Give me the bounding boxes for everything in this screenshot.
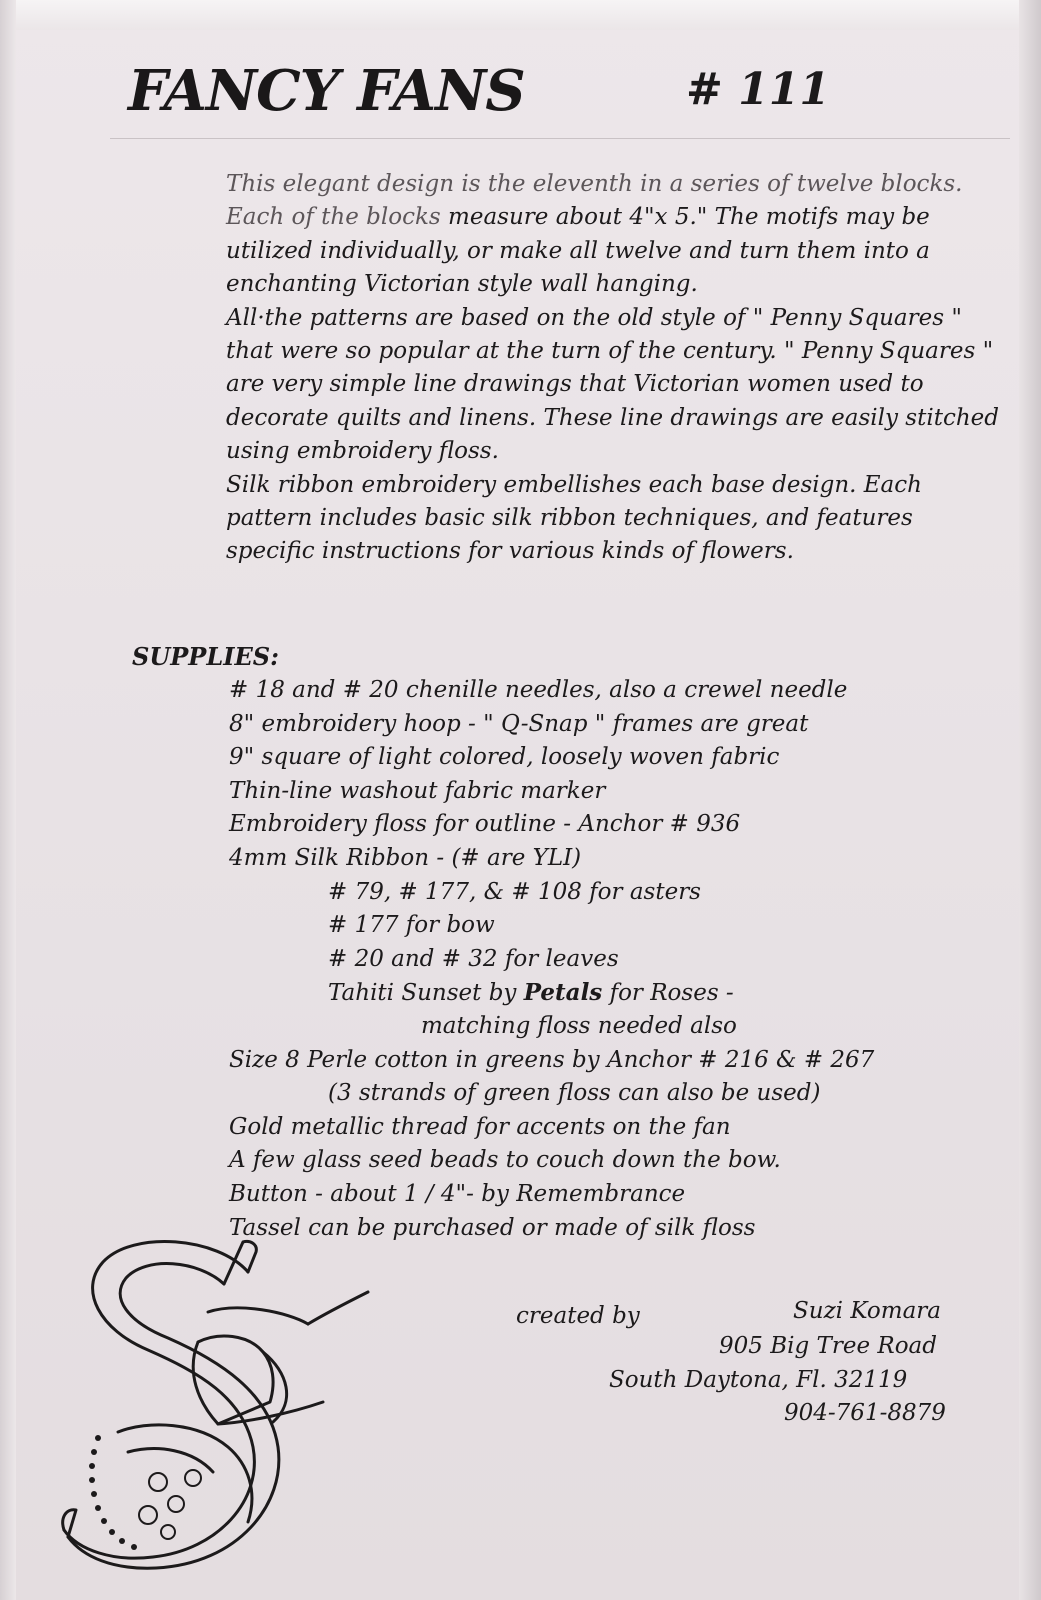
supplies-heading: SUPPLIES:	[132, 642, 279, 671]
supply-item: # 18 and # 20 chenille needles, also a crewel needle	[229, 677, 848, 703]
roses-text-end: for Roses -	[602, 980, 734, 1007]
pattern-title: FANCY FANS	[128, 58, 525, 124]
ribbon-item: # 20 and # 32 for leaves	[328, 945, 619, 972]
supply-item: 4mm Silk Ribbon - (# are YLI)	[229, 844, 582, 871]
perle-note: (3 strands of green floss can also be used)	[328, 1080, 821, 1107]
designer-city: South Daytona, Fl. 32119	[609, 1367, 908, 1393]
intro-paragraph-3: Silk ribbon embroidery embellishes each base design. Each pattern includes basic silk ribbon techniques, and features specific instructions for various kinds of flowers.	[226, 471, 922, 565]
ribbon-item: # 79, # 177, & # 108 for asters	[328, 878, 701, 905]
designer-phone: 904-761-8879	[784, 1400, 946, 1426]
supplies-list	[0, 674, 1041, 1245]
supply-item: Button - about 1 / 4"- by Remembrance	[229, 1180, 686, 1207]
intro-text	[130, 168, 1000, 569]
intro-paragraph-1	[130, 168, 1000, 302]
roses-note: matching floss needed also	[421, 1012, 737, 1039]
supply-item: Embroidery floss for outline - Anchor # 936	[229, 811, 741, 838]
pattern-number: # 111	[686, 64, 831, 115]
petals-brand: Petals	[523, 979, 603, 1007]
intro-text-rest: measure about 4"x 5." The motifs may be utilized individually, or make all twelve and turn them into a enchanting Victorian style wall hanging.	[226, 204, 930, 298]
supply-item: Thin-line washout fabric marker	[229, 777, 606, 804]
roses-text: Tahiti Sunset by	[328, 980, 524, 1007]
monogram-s-logo	[58, 1232, 388, 1572]
ribbon-item-roses	[0, 976, 1041, 1010]
designer-name: Suzi Komara	[793, 1298, 941, 1324]
supply-item: A few glass seed beads to couch down the bow.	[229, 1147, 781, 1174]
supply-item-perle: Size 8 Perle cotton in greens by Anchor # 216 & # 267	[229, 1046, 875, 1073]
supply-item: Gold metallic thread for accents on the fan	[229, 1113, 731, 1140]
header-divider	[110, 138, 1010, 139]
intro-faded-text: This elegant design is the eleventh in a series of twelve blocks. Each of the blocks	[226, 171, 963, 231]
supply-item: 9" square of light colored, loosely woven fabric	[229, 744, 780, 771]
supply-item: 8" embroidery hoop - " Q-Snap " frames are great	[229, 710, 809, 737]
supply-item: Tassel can be purchased or made of silk floss	[229, 1214, 756, 1241]
ribbon-item: # 177 for bow	[328, 912, 495, 939]
designer-street: 905 Big Tree Road	[719, 1333, 937, 1359]
intro-paragraph-2: All·the patterns are based on the old style of " Penny Squares " that were so popular at the turn of the century. " Penny Squares " are very simple line drawings that Victorian women used to decorate quilts and linens. These line drawings are easily stitched using embroidery floss.	[226, 304, 999, 465]
credit-label: created by	[516, 1303, 640, 1329]
scan-edge-top	[0, 0, 1041, 30]
